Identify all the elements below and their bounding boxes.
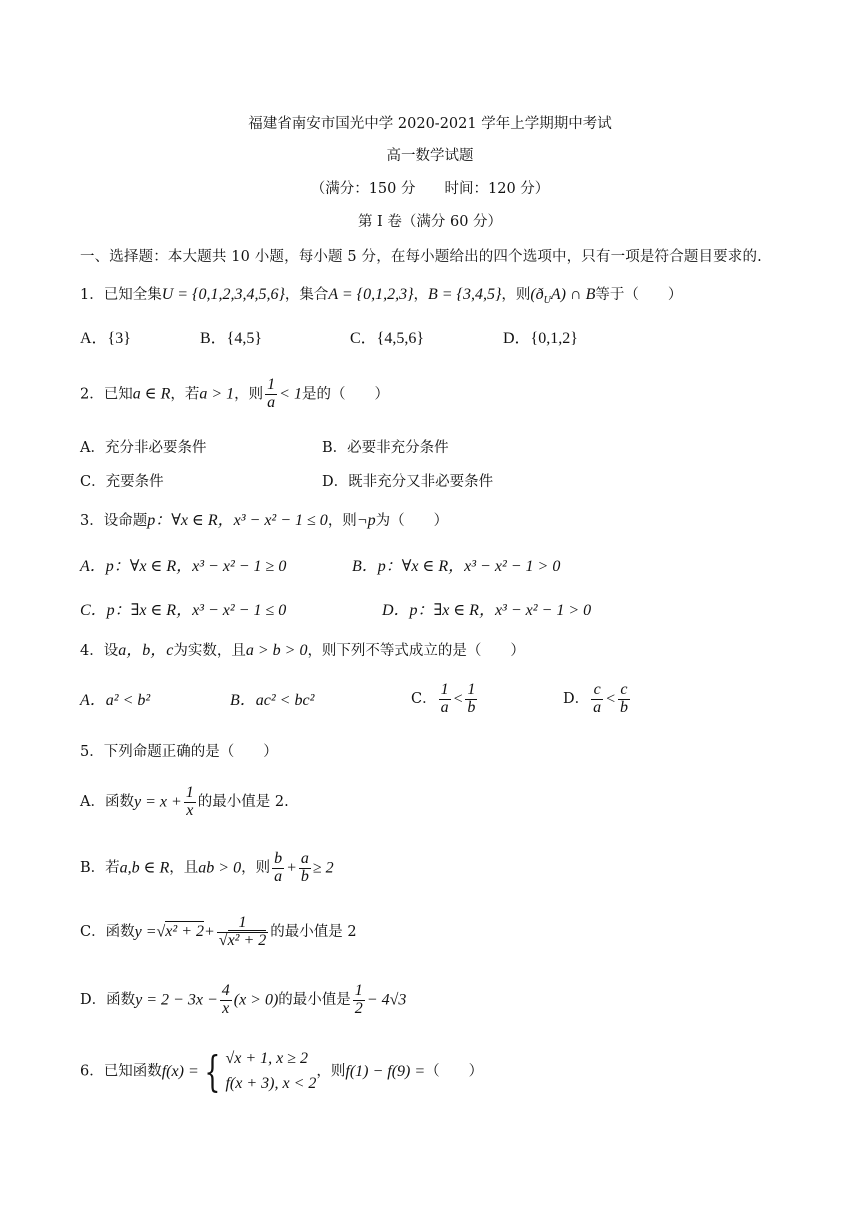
q5-b-frac2-num: a bbox=[300, 850, 309, 867]
q5-c-frac-den: √x² + 2 bbox=[218, 931, 267, 949]
q4-c-frac2-num: 1 bbox=[467, 681, 476, 698]
q4-d-frac2-den: b bbox=[619, 698, 628, 716]
q5-b-frac1 bbox=[272, 851, 284, 886]
q4-option-d-label: D． bbox=[563, 691, 590, 708]
q5-a-frac-den: x bbox=[186, 801, 194, 819]
part-heading: 第 I 卷（满分 60 分） bbox=[357, 214, 503, 230]
q4-suffix: ，则下列不等式成立的是（ ） bbox=[307, 643, 525, 659]
q2-den: a bbox=[267, 393, 276, 411]
q4-c-frac1-num: 1 bbox=[440, 681, 449, 698]
q5-c-sqrt: √x² + 2 bbox=[156, 923, 204, 941]
q5-d-frac bbox=[220, 983, 232, 1018]
q4-d-frac1 bbox=[591, 682, 603, 717]
q5-b-cond2: ab > 0 bbox=[198, 859, 242, 877]
q5-d-frac-num: 4 bbox=[221, 982, 230, 999]
exam-title: 福建省南安市国光中学 2020-2021 学年上学期期中考试 bbox=[248, 116, 612, 132]
q5-c-frac-num: 1 bbox=[217, 915, 268, 933]
q4-option-a: A．a² < b² bbox=[80, 692, 151, 709]
q5-d-prefix: D．函数 bbox=[80, 992, 136, 1009]
q5-d-half bbox=[353, 983, 365, 1018]
q2-option-b: B．必要非充分条件 bbox=[322, 440, 449, 456]
q3-p: p： bbox=[147, 512, 172, 529]
q6-prefix: 6．已知函数 bbox=[80, 1063, 162, 1080]
question-5: 5．下列命题正确的是（ ） bbox=[80, 744, 278, 760]
q3-option-b: B．p：∀x ∈ R，x³ − x² − 1 > 0 bbox=[352, 558, 561, 575]
q2-suffix: 是的（ ） bbox=[301, 386, 389, 403]
q4-prefix: 4．设 bbox=[80, 643, 119, 659]
q3-negation: ¬p bbox=[356, 512, 376, 529]
q5-b-mid: ，且 bbox=[169, 860, 199, 877]
question-3 bbox=[80, 513, 448, 529]
q1-option-c: C．{4,5,6} bbox=[350, 330, 425, 347]
q1-expr bbox=[530, 286, 596, 307]
q1-complement-sub: U bbox=[543, 295, 551, 307]
q4-option-d bbox=[563, 682, 632, 717]
q5-a-expr: y = x + bbox=[133, 793, 182, 811]
q2-num: 1 bbox=[267, 376, 276, 393]
q3-option-a: A．p：∀x ∈ R，x³ − x² − 1 ≥ 0 bbox=[80, 558, 287, 575]
q4-mid: 为实数，且 bbox=[173, 643, 246, 659]
q6-cases bbox=[225, 1047, 316, 1097]
q5-c-plus: + bbox=[204, 923, 215, 941]
q5-c-frac bbox=[217, 915, 268, 950]
q5-option-d bbox=[80, 983, 406, 1018]
exam-subtitle: 高一数学试题 bbox=[386, 148, 474, 164]
question-1 bbox=[80, 287, 682, 306]
q5-d-mid: 的最小值是 bbox=[278, 992, 351, 1009]
q5-a-suffix: 的最小值是 2. bbox=[197, 794, 289, 811]
q4-c-frac2-den: b bbox=[467, 698, 476, 716]
q2-rhs: < 1 bbox=[279, 385, 302, 403]
q1-option-b: B．{4,5} bbox=[200, 330, 263, 347]
q4-c-frac1-den: a bbox=[440, 698, 449, 716]
q5-option-c bbox=[80, 915, 357, 950]
q1-mid2: ，则 bbox=[501, 287, 531, 303]
q5-option-b bbox=[80, 851, 334, 886]
q5-a-frac bbox=[184, 785, 196, 820]
q1-set-a: A = {0,1,2,3} bbox=[328, 286, 414, 303]
q1-mid1: ，集合 bbox=[284, 287, 329, 303]
q5-a-frac-num: 1 bbox=[185, 784, 194, 801]
q5-b-plus: + bbox=[286, 859, 297, 877]
q5-b-cond: a,b ∈ R bbox=[119, 859, 170, 877]
q1-suffix: 等于（ ） bbox=[595, 287, 683, 303]
q4-d-lt: < bbox=[605, 690, 616, 708]
q6-expr: f(1) − f(9) = bbox=[345, 1062, 426, 1080]
q3-suffix: 为（ ） bbox=[375, 513, 449, 529]
q4-c-lt: < bbox=[452, 690, 464, 708]
q5-b-frac1-num: b bbox=[274, 850, 283, 867]
q5-option-a bbox=[80, 785, 289, 820]
q1-universal-set: U = {0,1,2,3,4,5,6} bbox=[161, 286, 285, 303]
q1-set-b: B = {3,4,5} bbox=[427, 286, 502, 303]
section-heading: 一、选择题：本大题共 10 小题，每小题 5 分，在每小题给出的四个选项中，只有一项是符合题目要求的. bbox=[80, 249, 762, 265]
q2-cond2: a > 1 bbox=[199, 385, 235, 403]
question-4 bbox=[80, 643, 525, 659]
q2-option-d: D．既非充分又非必要条件 bbox=[322, 474, 494, 490]
q5-d-half-den: 2 bbox=[354, 999, 363, 1017]
q4-d-frac1-den: a bbox=[593, 698, 602, 716]
q4-option-c bbox=[411, 682, 479, 717]
q4-option-c-label: C． bbox=[411, 691, 437, 708]
q4-vars: a，b，c bbox=[118, 642, 174, 659]
q5-b-frac2-den: b bbox=[300, 867, 309, 885]
q4-option-b: B．ac² < bc² bbox=[230, 692, 315, 709]
q5-d-cond: (x > 0) bbox=[233, 991, 279, 1009]
q5-c-radicand: x² + 2 bbox=[165, 923, 204, 941]
q2-mid2: ，则 bbox=[234, 386, 264, 403]
q2-fraction bbox=[265, 377, 277, 412]
q4-c-frac1 bbox=[439, 682, 451, 717]
q1-prefix: 1．已知全集 bbox=[80, 287, 162, 303]
q6-suffix: （ ） bbox=[425, 1063, 484, 1080]
q5-d-half-num: 1 bbox=[354, 982, 363, 999]
q1-complement: (ð bbox=[530, 286, 544, 303]
q4-c-frac2 bbox=[465, 682, 477, 717]
q5-b-rhs: ≥ 2 bbox=[312, 859, 334, 877]
q6-mid: ，则 bbox=[316, 1063, 346, 1080]
q6-fx: f(x) = bbox=[161, 1062, 199, 1080]
q1-option-a: A．{3} bbox=[80, 330, 131, 347]
q2-option-c: C．充要条件 bbox=[80, 474, 164, 490]
q3-statement: ∀x ∈ R，x³ − x² − 1 ≤ 0 bbox=[171, 512, 328, 529]
q5-b-mid2: ，则 bbox=[241, 860, 271, 877]
q5-d-val: − 4√3 bbox=[366, 991, 407, 1009]
q2-cond1: a ∈ R bbox=[132, 385, 171, 403]
q1-sep: ， bbox=[413, 287, 428, 303]
q2-option-a: A．充分非必要条件 bbox=[80, 440, 207, 456]
q3-prefix: 3．设命题 bbox=[80, 513, 148, 529]
q2-prefix: 2．已知 bbox=[80, 386, 133, 403]
q6-case-1: √x + 1, x ≥ 2 bbox=[225, 1050, 309, 1067]
q5-d-expr: y = 2 − 3x − bbox=[135, 991, 218, 1009]
q3-mid: ，则 bbox=[327, 513, 357, 529]
q5-c-suffix: 的最小值是 2 bbox=[270, 924, 357, 941]
q5-c-expr: y = bbox=[134, 923, 157, 941]
q2-mid1: ，若 bbox=[170, 386, 200, 403]
q3-option-c: C．p：∃x ∈ R，x³ − x² − 1 ≤ 0 bbox=[80, 602, 287, 619]
q3-option-d: D．p：∃x ∈ R，x³ − x² − 1 > 0 bbox=[382, 602, 592, 619]
q4-cond: a > b > 0 bbox=[245, 642, 308, 659]
q1-intersection: A) ∩ B bbox=[550, 286, 596, 303]
question-6 bbox=[80, 1047, 483, 1097]
q5-d-frac-den: x bbox=[222, 999, 230, 1017]
q4-d-frac2-num: c bbox=[618, 682, 630, 700]
q6-brace: { bbox=[204, 1046, 221, 1096]
q4-d-frac1-num: c bbox=[591, 682, 603, 700]
exam-info: （满分：150 分 时间：120 分） bbox=[310, 181, 550, 197]
q5-a-prefix: A．函数 bbox=[80, 794, 134, 811]
q5-b-frac1-den: a bbox=[274, 867, 283, 885]
q5-c-prefix: C．函数 bbox=[80, 924, 135, 941]
q4-d-frac2 bbox=[618, 682, 630, 717]
q5-b-frac2 bbox=[299, 851, 311, 886]
question-2 bbox=[80, 377, 389, 412]
q5-b-prefix: B．若 bbox=[80, 860, 120, 877]
q1-option-d: D．{0,1,2} bbox=[503, 330, 578, 347]
q6-case-2: f(x + 3), x < 2 bbox=[225, 1074, 317, 1092]
